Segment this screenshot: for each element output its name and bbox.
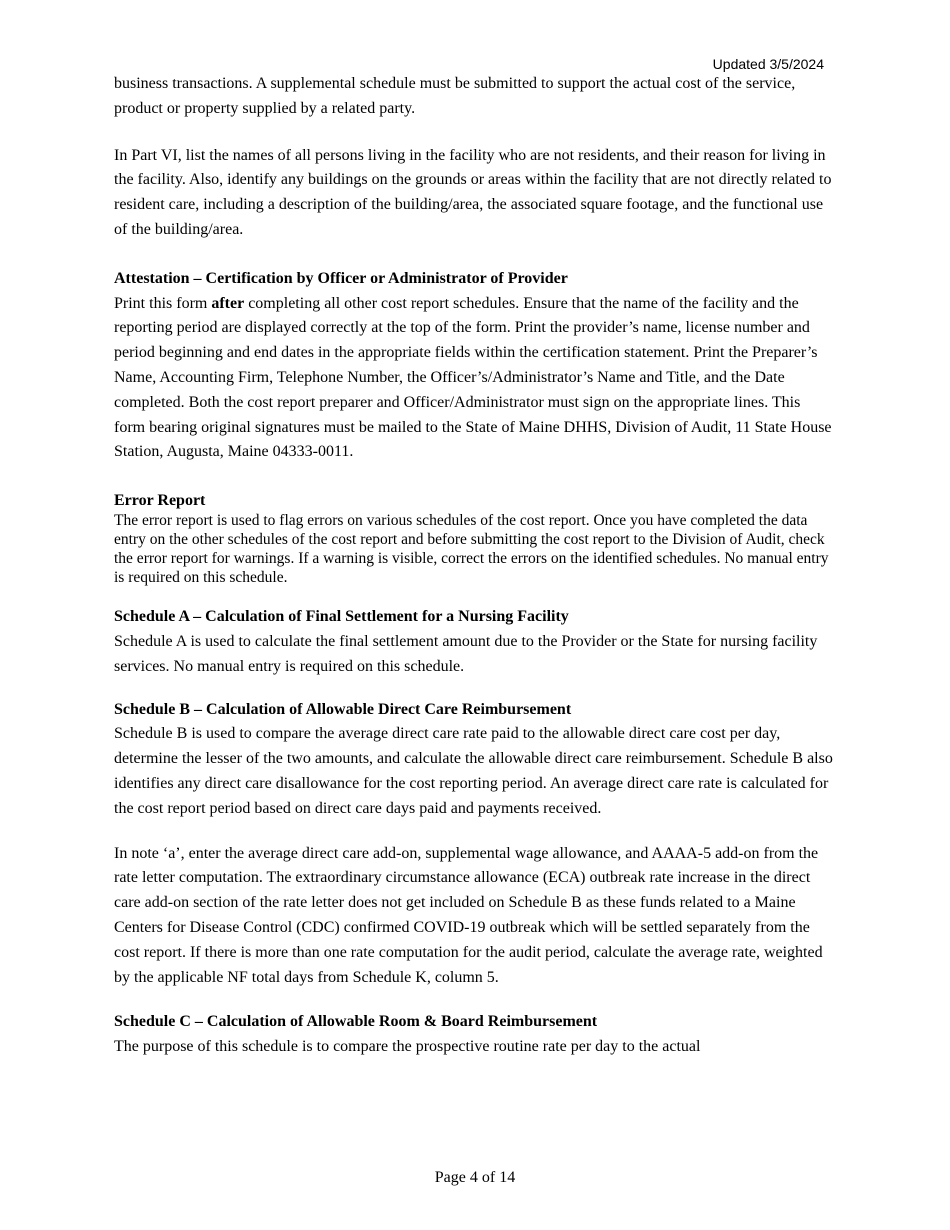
related-party-section xyxy=(114,72,834,122)
attestation-text-after: completing all other cost report schedules. Ensure that the name of the facility and the reporting period are displayed correctly at the top of the form. Print the provider’s name, license number and period beginning and end dates in the appropriate fields within the certification statement. Print the Preparer’s Name, Accounting Firm, Telephone Number, the Officer’s/Administrator’s Name and Title, and the Date completed. Both the cost report preparer and Officer/Administrator must sign on the appropriate lines. This form bearing original signatures must be mailed to the State of Maine DHHS, Division of Audit, 11 State House Station, Augusta, Maine 04333-0011. xyxy=(114,294,832,461)
schedule-b-heading: Schedule B – Calculation of Allowable Direct Care Reimbursement xyxy=(114,700,572,718)
schedule-c-section xyxy=(114,1010,834,1060)
schedule-a-heading: Schedule A – Calculation of Final Settlement for a Nursing Facility xyxy=(114,608,569,626)
part-vi-section xyxy=(114,144,834,243)
schedule-a-paragraph: Schedule A is used to calculate the final settlement amount due to the Provider or the State for nursing facility services. No manual entry is required on this schedule. xyxy=(114,632,818,675)
error-report-heading: Error Report xyxy=(114,492,206,510)
schedule-b-section xyxy=(114,698,834,822)
schedule-b-note-section xyxy=(114,842,834,991)
attestation-heading: Attestation – Certification by Officer or Administrator of Provider xyxy=(114,269,568,287)
attestation-text-bold: after xyxy=(211,294,245,312)
page-number: Page 4 of 14 xyxy=(434,1169,516,1186)
schedule-c-paragraph: The purpose of this schedule is to compare the prospective routine rate per day to the actual xyxy=(114,1038,701,1056)
part-vi-paragraph: In Part VI, list the names of all persons living in the facility who are not residents, and their reason for living in the facility. Also, identify any buildings on the grounds or areas within the facility that are not directly related to resident care, including a description of the building/area, the associated square footage, and the functional use of the building/area. xyxy=(114,146,832,238)
updated-date: Updated 3/5/2024 xyxy=(712,56,824,72)
schedule-b-paragraph: Schedule B is used to compare the average direct care rate paid to the allowable direct care cost per day, determine the lesser of the two amounts, and calculate the allowable direct care reimbursement. Schedule B also identifies any direct care disallowance for the cost reporting period. An average direct care rate is calculated for the cost report period based on direct care days paid and payments received. xyxy=(114,725,833,817)
related-party-paragraph: business transactions. A supplemental schedule must be submitted to support the actual cost of the service, product or property supplied by a related party. xyxy=(114,75,796,117)
attestation-paragraph xyxy=(114,292,834,466)
attestation-section xyxy=(114,267,834,465)
schedule-c-heading: Schedule C – Calculation of Allowable Room & Board Reimbursement xyxy=(114,1013,598,1031)
error-report-section xyxy=(114,491,834,587)
document-body xyxy=(114,72,834,1060)
error-report-paragraph: The error report is used to flag errors on various schedules of the cost report. Once you have completed the data entry on the other schedules of the cost report and before submitting the cost report to the Division of Audit, check the error report for warnings. If a warning is visible, correct the errors on the identified schedules. No manual entry is required on this schedule. xyxy=(114,512,829,587)
attestation-text-before: Print this form xyxy=(114,294,212,312)
schedule-a-section xyxy=(114,605,834,679)
schedule-b-note-a-paragraph: In note ‘a’, enter the average direct care add-on, supplemental wage allowance, and AAAA-5 add-on from the rate letter computation. The extraordinary circumstance allowance (ECA) outbreak rate increase in the direct care add-on section of the rate letter does not get included on Schedule B as these funds related to a Maine Centers for Disease Control (CDC) confirmed COVID-19 outbreak which will be settled separately from the cost report. If there is more than one rate computation for the audit period, calculate the average rate, weighted by the applicable NF total days from Schedule K, column 5. xyxy=(114,844,823,986)
